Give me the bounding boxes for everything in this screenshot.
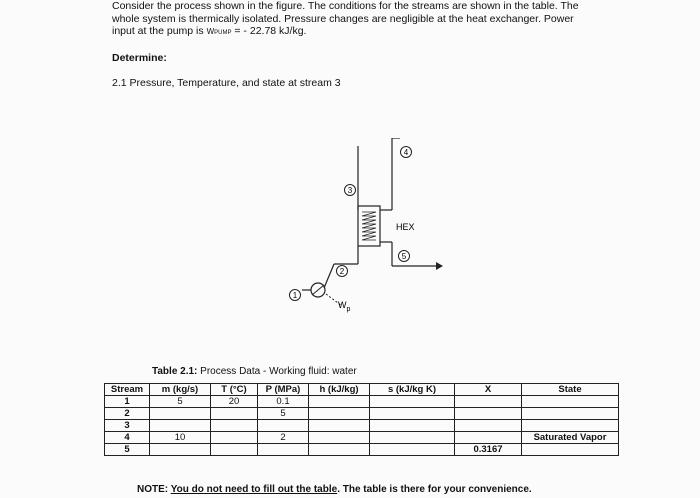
intro-line-3: input at the pump is WPUMP = - 22.78 kJ/kg. xyxy=(112,25,307,37)
stream-label-4 xyxy=(401,147,412,158)
table-caption: Table 2.1: Process Data - Working fluid: water xyxy=(152,366,357,377)
svg-text:1: 1 xyxy=(292,291,298,300)
intro-line-1: Consider the process shown in the figure. The conditions for the streams are shown in the table. The xyxy=(112,0,579,12)
stream-label-1 xyxy=(290,290,301,301)
svg-text:4: 4 xyxy=(403,148,409,157)
intro-line-2: whole system is thermically isolated. Pressure changes are negligible at the heat exchanger. Power xyxy=(112,12,574,25)
stream-label-5 xyxy=(399,251,410,262)
header-pressure: P (MPa) xyxy=(258,384,309,396)
svg-text:5: 5 xyxy=(401,252,407,261)
problem-statement xyxy=(112,0,612,40)
header-state: State xyxy=(522,384,619,396)
table-row: 3 xyxy=(105,420,619,432)
svg-text:2: 2 xyxy=(339,267,345,276)
stream-5-arrow xyxy=(436,262,443,270)
svg-text:3: 3 xyxy=(347,186,353,195)
w-pump-subscript: PUMP xyxy=(214,30,232,36)
table-row: 4 10 2 Saturated Vapor xyxy=(105,432,619,444)
stream-label-2 xyxy=(337,266,348,277)
process-data-table xyxy=(104,383,619,456)
hex-label: HEX xyxy=(396,222,415,232)
table-note: NOTE: You do not need to fill out the table. The table is there for your convenience. xyxy=(137,484,532,495)
process-diagram xyxy=(280,138,450,328)
determine-heading: Determine: xyxy=(112,52,167,64)
table-row: 2 5 xyxy=(105,408,619,420)
question-2-1: 2.1 Pressure, Temperature, and state at stream 3 xyxy=(112,77,341,89)
header-enthalpy: h (kJ/kg) xyxy=(309,384,370,396)
w-pump-symbol: W xyxy=(206,27,215,36)
hex-coil xyxy=(362,212,376,240)
work-label: $W_p$ xyxy=(338,300,351,313)
table-row: 5 0.3167 xyxy=(105,444,619,456)
header-entropy: s (kJ/kg K) xyxy=(370,384,455,396)
stream-label-3 xyxy=(345,185,356,196)
table-header-row xyxy=(105,384,619,396)
header-temperature: T (°C) xyxy=(211,384,258,396)
header-quality: X xyxy=(455,384,522,396)
header-mass-flow: m (kg/s) xyxy=(150,384,211,396)
header-stream: Stream xyxy=(105,384,150,396)
table-row: 1 5 20 0.1 xyxy=(105,396,619,408)
stream-2-line xyxy=(324,264,334,288)
